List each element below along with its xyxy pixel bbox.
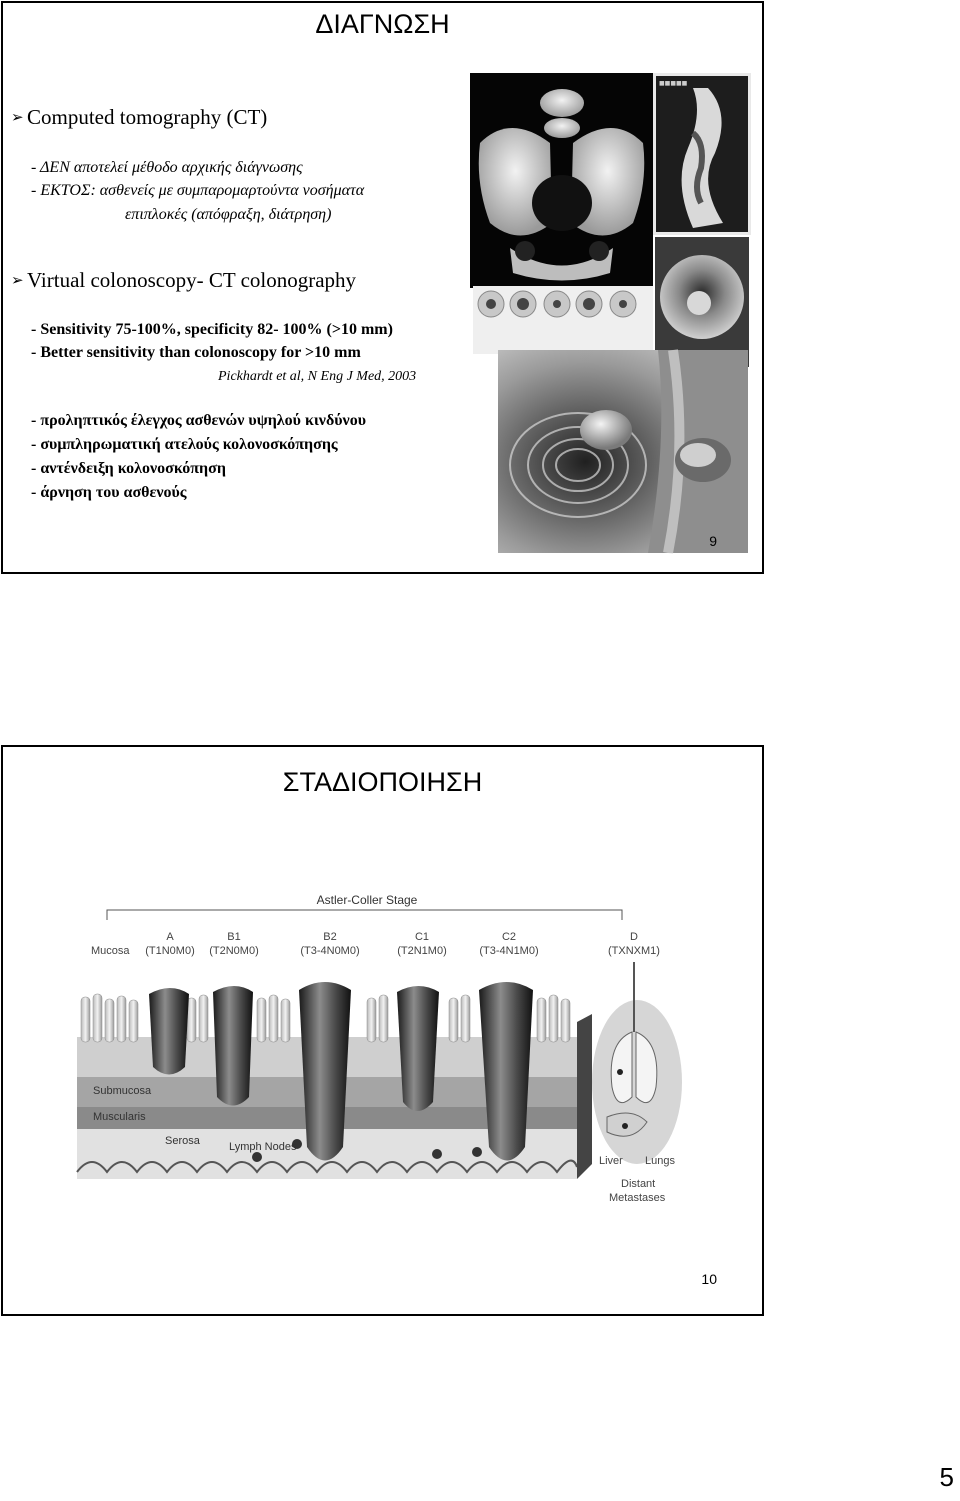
astler-coller-staging-diagram: [67, 882, 675, 1222]
citation: Pickhardt et al, N Eng J Med, 2003: [218, 369, 417, 384]
stage-a-label: A: [166, 931, 174, 943]
organ-label-liver: Liver: [599, 1155, 623, 1167]
stage-b1-label: B1: [227, 931, 241, 943]
slide-diagnosis: [1, 1, 764, 574]
organ-label-distant: Distant: [621, 1178, 656, 1190]
indication-line: - άρνηση του ασθενούς: [31, 484, 187, 501]
ct-pelvis-image: [470, 73, 653, 288]
bullet-ct: [11, 105, 267, 130]
slide-page-number: 10: [701, 1271, 717, 1287]
organ-label-metastases: Metastases: [609, 1192, 666, 1204]
stage-c2-label: C2: [501, 931, 517, 943]
layer-label-serosa: Serosa: [165, 1135, 200, 1147]
slide-page-number: 9: [709, 533, 717, 549]
ct-line: επιπλοκές (απόφραξη, διάτρηση): [125, 206, 332, 223]
indication-line: - προληπτικός έλεγχος ασθενών υψηλού κινδύνου: [31, 412, 366, 429]
virtual-colonoscopy-thumbnails: [473, 286, 653, 354]
virtual-colonoscopy-3d-image: [498, 350, 748, 553]
organ-label-lungs: Lungs: [645, 1155, 675, 1167]
ct-sagittal-image: [653, 73, 751, 235]
slide-title: ΔΙΑΓΝΩΣΗ: [315, 9, 450, 39]
svg-text:■■■■■: ■■■■■: [659, 80, 688, 87]
stage-b2-label: B2: [323, 931, 337, 943]
stage-d-code: (TXNXM1): [608, 945, 660, 957]
arrowhead-bullet-icon: ➢: [11, 271, 24, 289]
stage-c1-label: C1: [414, 931, 430, 943]
stage-b1-code: (T2N0M0): [209, 945, 259, 957]
indication-line: - αντένδειξη κολονοσκόπηση: [31, 460, 226, 477]
ct-line: - ΕΚΤΟΣ: ασθενείς με συμπαρομαρτούντα νοσήματα: [31, 182, 365, 199]
vc-line: - Better sensitivity than colonoscopy for >10 mm: [31, 344, 361, 361]
layer-label-mucosa: Mucosa: [91, 945, 130, 957]
layer-label-lymph-nodes: Lymph Nodes: [229, 1141, 297, 1153]
staging-heading: Astler-Coller Stage: [316, 893, 418, 907]
stage-a-code: (T1N0M0): [145, 945, 195, 957]
ct-line: - ΔΕΝ αποτελεί μέθοδο αρχικής διάγνωσης: [31, 159, 303, 176]
document-page-number: 5: [939, 1462, 954, 1492]
layer-label-muscularis: Muscularis: [93, 1111, 146, 1123]
bullet-virtual-colonoscopy: [11, 268, 356, 293]
stage-c1-code: (T2N1M0): [397, 945, 447, 957]
bullet-vc-text: Virtual colonoscopy- CT colonography: [27, 268, 357, 292]
stage-c2-code: (T3-4N1M0): [479, 945, 539, 957]
slide-title: ΣΤΑΔΙΟΠΟΙΗΣΗ: [282, 767, 483, 797]
endoluminal-view-image: [653, 235, 751, 369]
vc-line: - Sensitivity 75-100%, specificity 82- 100% (>10 mm): [31, 321, 393, 338]
stage-d-label: D: [630, 931, 638, 943]
bullet-ct-text: Computed tomography (CT): [27, 105, 268, 129]
arrowhead-bullet-icon: ➢: [11, 108, 24, 126]
slide-staging: [1, 745, 764, 1316]
indication-line: - συμπληρωματική ατελούς κολονοσκόπησης: [31, 436, 338, 453]
stage-b2-code: (T3-4N0M0): [300, 945, 360, 957]
layer-label-submucosa: Submucosa: [93, 1085, 152, 1097]
